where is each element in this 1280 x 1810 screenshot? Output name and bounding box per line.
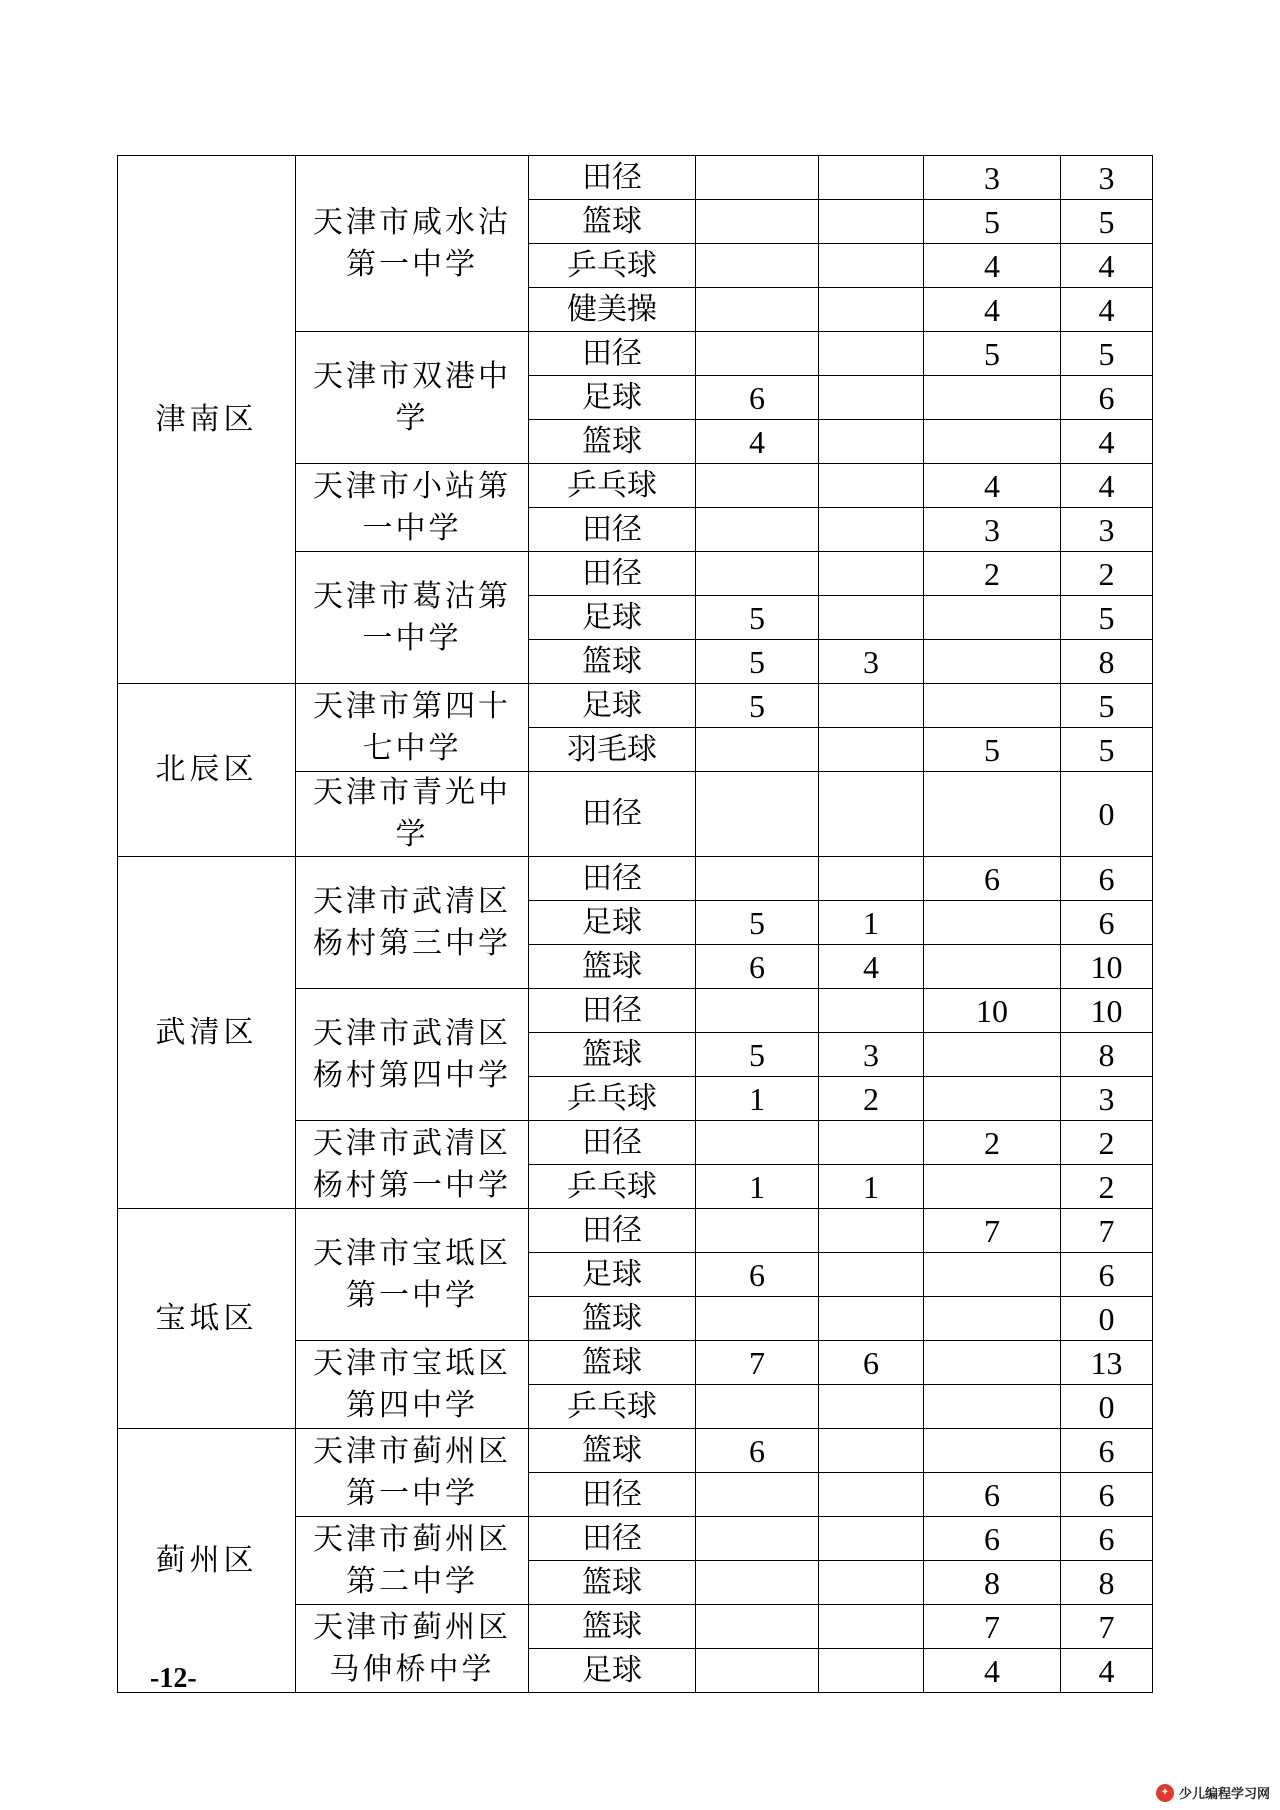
count-cell-3: 4 <box>924 464 1061 508</box>
count-cell-1: 7 <box>696 1341 819 1385</box>
count-cell-1: 6 <box>696 1429 819 1473</box>
count-cell-3 <box>924 684 1061 728</box>
total-cell: 5 <box>1061 684 1153 728</box>
count-cell-2 <box>819 772 924 857</box>
table-row <box>118 857 1153 901</box>
sport-cell: 田径 <box>529 989 696 1033</box>
sport-cell: 足球 <box>529 1253 696 1297</box>
total-cell: 4 <box>1061 244 1153 288</box>
sport-cell: 田径 <box>529 552 696 596</box>
district-cell: 蓟州区 <box>118 1429 296 1693</box>
count-cell-2: 2 <box>819 1077 924 1121</box>
sport-cell: 足球 <box>529 1649 696 1693</box>
count-cell-2 <box>819 1209 924 1253</box>
total-cell: 6 <box>1061 376 1153 420</box>
total-cell: 8 <box>1061 1033 1153 1077</box>
count-cell-2 <box>819 1297 924 1341</box>
count-cell-1 <box>696 728 819 772</box>
school-cell: 天津市武清区杨村第三中学 <box>296 857 529 989</box>
count-cell-2 <box>819 1473 924 1517</box>
school-cell: 天津市小站第一中学 <box>296 464 529 552</box>
count-cell-1 <box>696 552 819 596</box>
count-cell-2 <box>819 989 924 1033</box>
total-cell: 7 <box>1061 1209 1153 1253</box>
count-cell-2 <box>819 156 924 200</box>
count-cell-3 <box>924 1429 1061 1473</box>
sport-cell: 篮球 <box>529 945 696 989</box>
count-cell-2 <box>819 596 924 640</box>
count-cell-3 <box>924 596 1061 640</box>
watermark-logo-icon: ✦ <box>1156 1784 1174 1802</box>
count-cell-2 <box>819 1649 924 1693</box>
total-cell: 3 <box>1061 508 1153 552</box>
sport-cell: 乒乓球 <box>529 464 696 508</box>
total-cell: 10 <box>1061 989 1153 1033</box>
count-cell-2 <box>819 332 924 376</box>
count-cell-3 <box>924 1077 1061 1121</box>
count-cell-1: 6 <box>696 945 819 989</box>
total-cell: 8 <box>1061 640 1153 684</box>
sport-cell: 篮球 <box>529 1297 696 1341</box>
count-cell-3: 2 <box>924 1121 1061 1165</box>
count-cell-1: 5 <box>696 684 819 728</box>
count-cell-3 <box>924 376 1061 420</box>
count-cell-3 <box>924 640 1061 684</box>
count-cell-3: 7 <box>924 1209 1061 1253</box>
count-cell-1 <box>696 464 819 508</box>
total-cell: 4 <box>1061 420 1153 464</box>
school-cell: 天津市葛沽第一中学 <box>296 552 529 684</box>
count-cell-1 <box>696 1649 819 1693</box>
count-cell-2 <box>819 288 924 332</box>
count-cell-3 <box>924 1297 1061 1341</box>
total-cell: 6 <box>1061 901 1153 945</box>
count-cell-2 <box>819 200 924 244</box>
count-cell-1: 5 <box>696 640 819 684</box>
count-cell-1 <box>696 1297 819 1341</box>
sport-cell: 乒乓球 <box>529 244 696 288</box>
count-cell-2 <box>819 728 924 772</box>
count-cell-2 <box>819 684 924 728</box>
sport-cell: 篮球 <box>529 1033 696 1077</box>
count-cell-3: 7 <box>924 1605 1061 1649</box>
school-cell: 天津市第四十七中学 <box>296 684 529 772</box>
total-cell: 2 <box>1061 552 1153 596</box>
count-cell-1 <box>696 1605 819 1649</box>
count-cell-3 <box>924 1033 1061 1077</box>
school-cell: 天津市武清区杨村第四中学 <box>296 989 529 1121</box>
watermark <box>1156 1783 1270 1802</box>
sport-cell: 田径 <box>529 156 696 200</box>
count-cell-3 <box>924 1385 1061 1429</box>
total-cell: 4 <box>1061 1649 1153 1693</box>
district-cell: 武清区 <box>118 857 296 1209</box>
count-cell-3: 10 <box>924 989 1061 1033</box>
sport-cell: 健美操 <box>529 288 696 332</box>
count-cell-3 <box>924 945 1061 989</box>
total-cell: 0 <box>1061 1385 1153 1429</box>
sport-cell: 田径 <box>529 508 696 552</box>
sport-cell: 足球 <box>529 684 696 728</box>
count-cell-3: 6 <box>924 1517 1061 1561</box>
count-cell-2 <box>819 857 924 901</box>
total-cell: 0 <box>1061 1297 1153 1341</box>
page-number: -12- <box>150 1663 197 1694</box>
count-cell-3: 3 <box>924 156 1061 200</box>
total-cell: 5 <box>1061 200 1153 244</box>
sport-cell: 足球 <box>529 901 696 945</box>
total-cell: 5 <box>1061 596 1153 640</box>
total-cell: 2 <box>1061 1121 1153 1165</box>
total-cell: 3 <box>1061 156 1153 200</box>
count-cell-3 <box>924 1253 1061 1297</box>
count-cell-2 <box>819 1561 924 1605</box>
count-cell-2 <box>819 1605 924 1649</box>
count-cell-3: 5 <box>924 728 1061 772</box>
sport-cell: 羽毛球 <box>529 728 696 772</box>
school-cell: 天津市蓟州区马伸桥中学 <box>296 1605 529 1693</box>
count-cell-1 <box>696 244 819 288</box>
count-cell-1 <box>696 288 819 332</box>
count-cell-2: 6 <box>819 1341 924 1385</box>
district-cell: 津南区 <box>118 156 296 684</box>
count-cell-1 <box>696 772 819 857</box>
school-cell: 天津市宝坻区第一中学 <box>296 1209 529 1341</box>
count-cell-2 <box>819 376 924 420</box>
count-cell-3 <box>924 901 1061 945</box>
count-cell-1: 5 <box>696 1033 819 1077</box>
table-row <box>118 684 1153 728</box>
count-cell-3: 2 <box>924 552 1061 596</box>
count-cell-1 <box>696 1209 819 1253</box>
sport-cell: 篮球 <box>529 1561 696 1605</box>
count-cell-2 <box>819 552 924 596</box>
count-cell-3: 6 <box>924 1473 1061 1517</box>
school-cell: 天津市咸水沽第一中学 <box>296 156 529 332</box>
count-cell-1: 6 <box>696 1253 819 1297</box>
sport-cell: 篮球 <box>529 200 696 244</box>
count-cell-3: 4 <box>924 288 1061 332</box>
count-cell-2 <box>819 1429 924 1473</box>
count-cell-2: 4 <box>819 945 924 989</box>
total-cell: 8 <box>1061 1561 1153 1605</box>
count-cell-1 <box>696 1473 819 1517</box>
count-cell-1 <box>696 1385 819 1429</box>
sport-cell: 篮球 <box>529 1429 696 1473</box>
sport-cell: 乒乓球 <box>529 1165 696 1209</box>
school-cell: 天津市双港中学 <box>296 332 529 464</box>
count-cell-2 <box>819 1385 924 1429</box>
sport-cell: 田径 <box>529 1473 696 1517</box>
count-cell-2 <box>819 420 924 464</box>
watermark-text: 少儿编程学习网 <box>1178 1787 1270 1802</box>
count-cell-2 <box>819 1517 924 1561</box>
count-cell-1: 5 <box>696 901 819 945</box>
count-cell-2: 1 <box>819 901 924 945</box>
count-cell-2 <box>819 1253 924 1297</box>
total-cell: 7 <box>1061 1605 1153 1649</box>
count-cell-1 <box>696 1561 819 1605</box>
table-body <box>118 156 1153 1693</box>
sport-cell: 足球 <box>529 596 696 640</box>
total-cell: 10 <box>1061 945 1153 989</box>
total-cell: 4 <box>1061 464 1153 508</box>
sport-cell: 乒乓球 <box>529 1077 696 1121</box>
sport-cell: 田径 <box>529 857 696 901</box>
table-row <box>118 1429 1153 1473</box>
total-cell: 6 <box>1061 1517 1153 1561</box>
count-cell-3: 4 <box>924 1649 1061 1693</box>
count-cell-1: 6 <box>696 376 819 420</box>
table-row <box>118 156 1153 200</box>
total-cell: 2 <box>1061 1165 1153 1209</box>
count-cell-1 <box>696 1517 819 1561</box>
count-cell-3: 4 <box>924 244 1061 288</box>
total-cell: 4 <box>1061 288 1153 332</box>
count-cell-3: 6 <box>924 857 1061 901</box>
school-cell: 天津市宝坻区第四中学 <box>296 1341 529 1429</box>
count-cell-2 <box>819 244 924 288</box>
total-cell: 5 <box>1061 728 1153 772</box>
count-cell-1: 1 <box>696 1165 819 1209</box>
count-cell-1 <box>696 332 819 376</box>
count-cell-3: 5 <box>924 200 1061 244</box>
school-sports-table <box>117 155 1153 1693</box>
count-cell-2 <box>819 1121 924 1165</box>
count-cell-2: 3 <box>819 1033 924 1077</box>
count-cell-2: 1 <box>819 1165 924 1209</box>
sport-cell: 足球 <box>529 376 696 420</box>
sport-cell: 乒乓球 <box>529 1385 696 1429</box>
total-cell: 5 <box>1061 332 1153 376</box>
count-cell-3 <box>924 1341 1061 1385</box>
count-cell-2: 3 <box>819 640 924 684</box>
count-cell-3: 5 <box>924 332 1061 376</box>
count-cell-1 <box>696 200 819 244</box>
total-cell: 6 <box>1061 1473 1153 1517</box>
sport-cell: 篮球 <box>529 640 696 684</box>
sport-cell: 田径 <box>529 1517 696 1561</box>
total-cell: 6 <box>1061 857 1153 901</box>
total-cell: 6 <box>1061 1429 1153 1473</box>
total-cell: 0 <box>1061 772 1153 857</box>
sport-cell: 篮球 <box>529 1341 696 1385</box>
count-cell-3 <box>924 420 1061 464</box>
school-cell: 天津市蓟州区第二中学 <box>296 1517 529 1605</box>
count-cell-2 <box>819 508 924 552</box>
district-cell: 北辰区 <box>118 684 296 857</box>
count-cell-1 <box>696 1121 819 1165</box>
total-cell: 3 <box>1061 1077 1153 1121</box>
count-cell-1 <box>696 989 819 1033</box>
school-cell: 天津市蓟州区第一中学 <box>296 1429 529 1517</box>
sport-cell: 田径 <box>529 1121 696 1165</box>
table-row <box>118 1209 1153 1253</box>
count-cell-1 <box>696 156 819 200</box>
count-cell-2 <box>819 464 924 508</box>
total-cell: 6 <box>1061 1253 1153 1297</box>
count-cell-1: 1 <box>696 1077 819 1121</box>
district-cell: 宝坻区 <box>118 1209 296 1429</box>
sport-cell: 田径 <box>529 1209 696 1253</box>
sport-cell: 田径 <box>529 332 696 376</box>
count-cell-1 <box>696 857 819 901</box>
count-cell-1: 5 <box>696 596 819 640</box>
sport-cell: 田径 <box>529 772 696 857</box>
school-cell: 天津市青光中学 <box>296 772 529 857</box>
count-cell-3: 3 <box>924 508 1061 552</box>
sport-cell: 篮球 <box>529 420 696 464</box>
count-cell-3: 8 <box>924 1561 1061 1605</box>
count-cell-1: 4 <box>696 420 819 464</box>
school-cell: 天津市武清区杨村第一中学 <box>296 1121 529 1209</box>
count-cell-1 <box>696 508 819 552</box>
count-cell-3 <box>924 1165 1061 1209</box>
total-cell: 13 <box>1061 1341 1153 1385</box>
sport-cell: 篮球 <box>529 1605 696 1649</box>
count-cell-3 <box>924 772 1061 857</box>
